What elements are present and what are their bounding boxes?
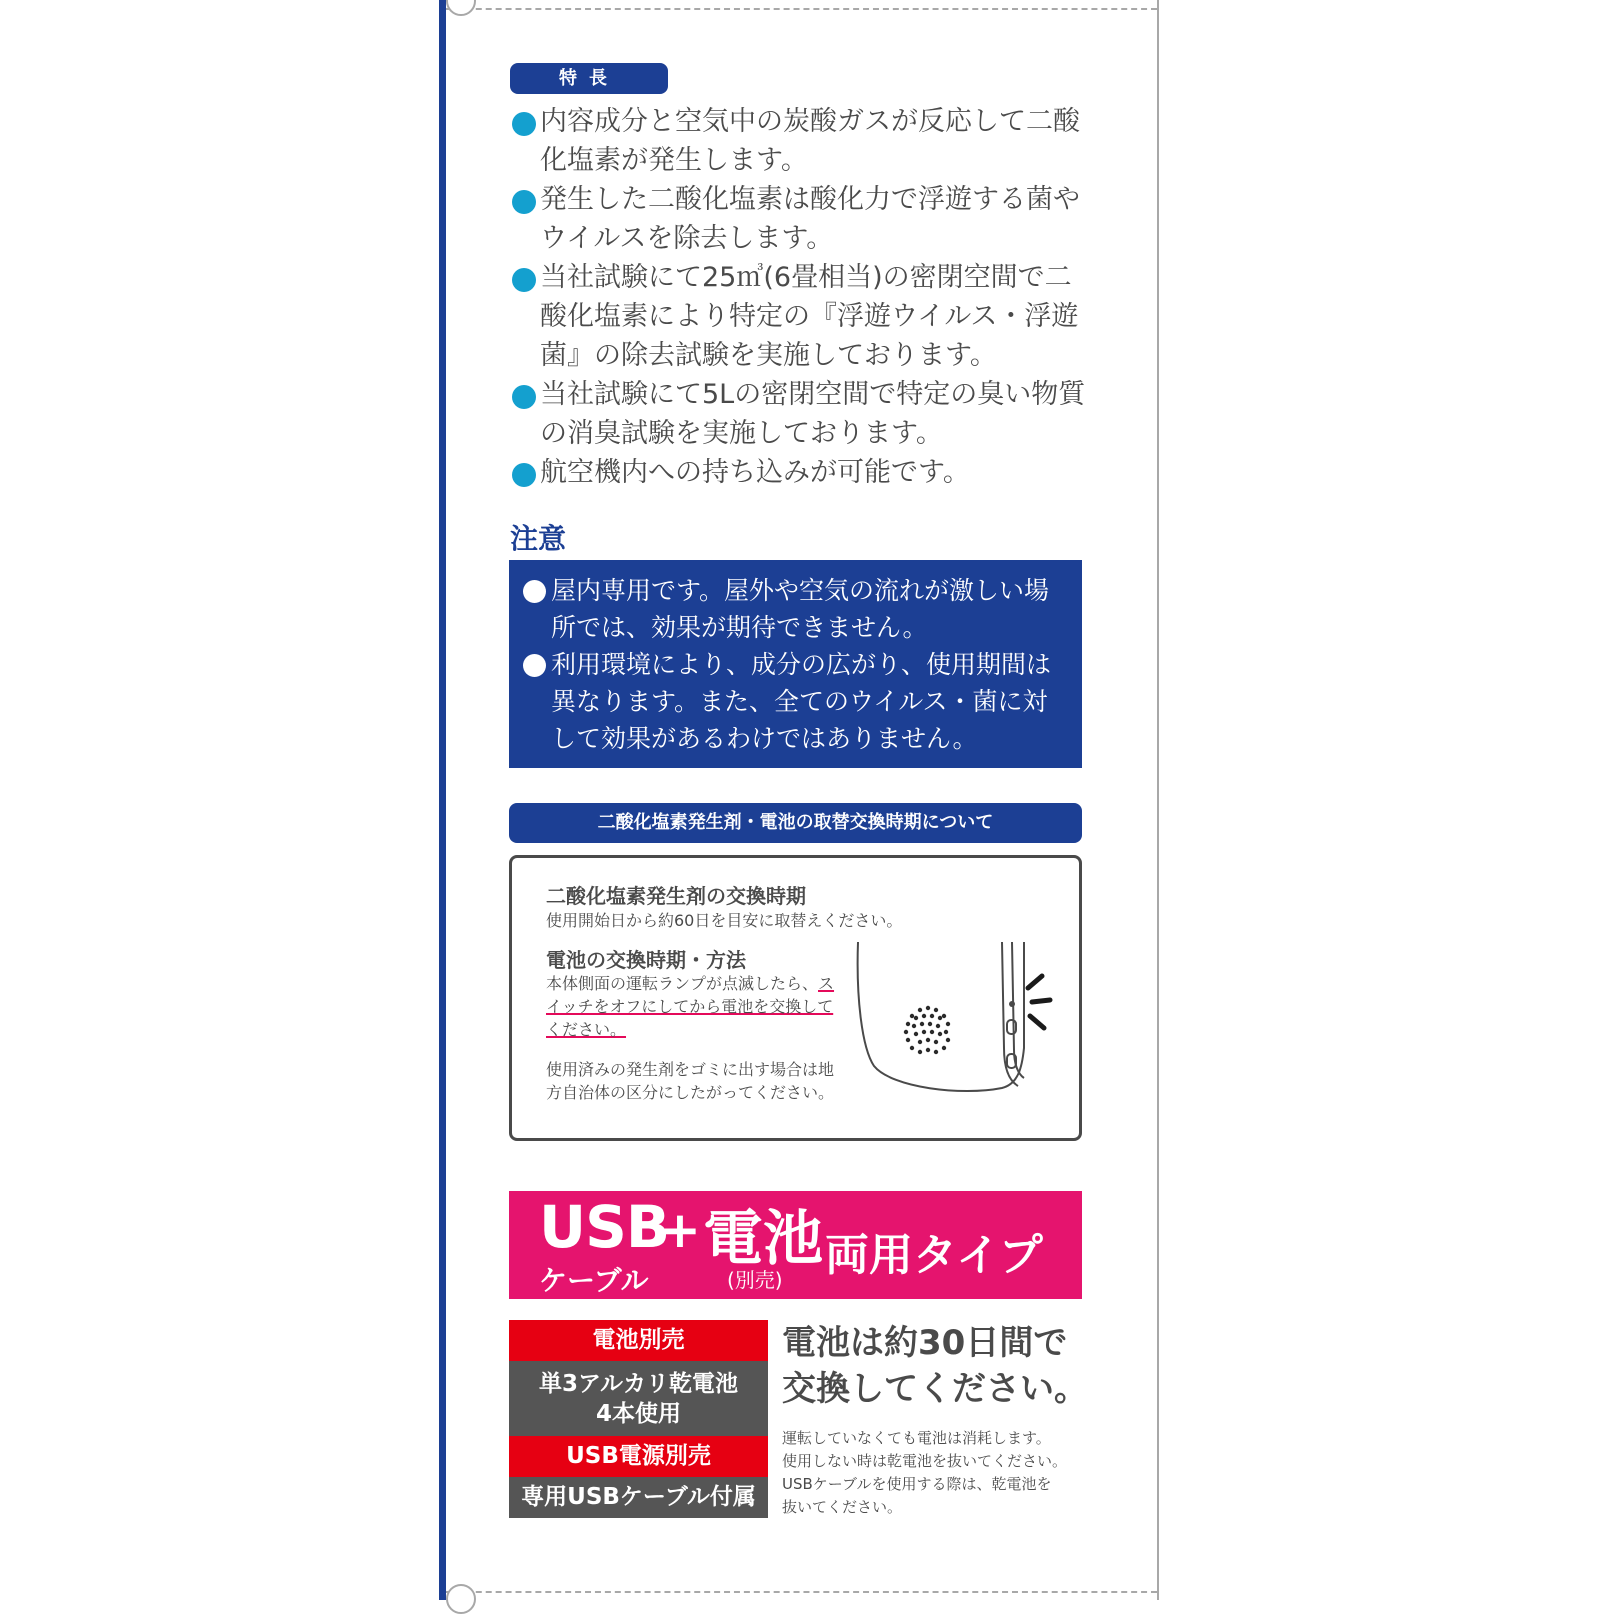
feature-item: 航空機内への持ち込みが可能です。 <box>512 453 1092 492</box>
caution-box <box>509 560 1082 768</box>
blink-lines-icon <box>1028 976 1050 1028</box>
dual-type-label: 両用タイプ <box>825 1230 1043 1281</box>
plus-sign: + <box>659 1201 701 1259</box>
battery-sold-separately-label: 電池別売 <box>509 1320 768 1361</box>
sold-separately-label: (別売) <box>727 1268 783 1292</box>
package-left-edge <box>439 0 446 1600</box>
features-header: 特長 <box>510 63 668 94</box>
disposal-text: 使用済みの発生剤をゴミに出す場合は地方自治体の区分にしたがってください。 <box>546 1060 835 1102</box>
lamp-icon <box>1009 1001 1015 1007</box>
replacement-box <box>509 855 1082 1141</box>
replacement-header: 二酸化塩素発生剤・電池の取替交換時期について <box>509 803 1082 843</box>
battery-usage-notes: 運転していなくても電池は消耗します。 使用しない時は乾電池を抜いてください。 USBケーブルを使用する際は、乾電池を 抜いてください。 <box>782 1429 1068 1516</box>
bullet-dot-icon <box>512 190 536 214</box>
corner-notch-top <box>446 0 476 16</box>
package-right-edge <box>1157 0 1159 1600</box>
speaker-grille-icon <box>904 1006 950 1054</box>
battery-replacement-text: 本体側面の運転ランプが点滅したら、スイッチをオフにしてから電池を交換してください。 <box>546 974 835 1039</box>
bullet-dot-icon <box>512 463 536 487</box>
usb-sold-separately-label: USB電源別売 <box>509 1436 768 1477</box>
agent-replacement-text: 使用開始日から約60日を目安に取替えください。 <box>546 911 903 930</box>
usb-cable-included: 専用USBケーブル付属 <box>509 1477 768 1518</box>
caution-title: 注意 <box>510 522 567 555</box>
usb-battery-banner <box>509 1191 1082 1299</box>
corner-notch-bottom <box>446 1584 476 1614</box>
battery-replace-notice: 電池は約30日間で 交換してください。 <box>782 1323 1088 1409</box>
agent-replacement-title: 二酸化塩素発生剤の交換時期 <box>546 884 806 908</box>
bullet-dot-icon <box>512 112 536 136</box>
bullet-dot-icon <box>512 385 536 409</box>
feature-item: 当社試験にて25㎥(6畳相当)の密閉空間で二酸化塩素により特定の『浮遊ウイルス・浮遊菌』の除去試験を実施しております。 <box>512 258 1092 375</box>
caution-item: 利用環境により、成分の広がり、使用期間は異なります。また、全てのウイルス・菌に対して効果があるわけではありません。 <box>523 646 1072 757</box>
cable-label: ケーブル <box>539 1264 649 1297</box>
feature-item: 発生した二酸化塩素は酸化力で浮遊する菌やウイルスを除去します。 <box>512 180 1092 258</box>
bullet-dot-icon <box>523 654 546 677</box>
bullet-dot-icon <box>523 580 546 603</box>
battery-replacement-title: 電池の交換時期・方法 <box>546 948 746 972</box>
feature-item: 内容成分と空気中の炭酸ガスが反応して二酸化塩素が発生します。 <box>512 102 1092 180</box>
power-info-table <box>509 1320 768 1518</box>
bullet-dot-icon <box>512 268 536 292</box>
battery-spec: 単3アルカリ乾電池 4本使用 <box>509 1361 768 1436</box>
usb-label: USB <box>539 1193 670 1261</box>
device-side-illustration <box>852 938 1072 1128</box>
feature-item: 当社試験にて5Lの密閉空間で特定の臭い物質の消臭試験を実施しております。 <box>512 375 1092 453</box>
fold-line-top <box>446 8 1157 10</box>
battery-label: 電池 <box>703 1204 823 1274</box>
switch-icon <box>1007 1020 1016 1034</box>
caution-item: 屋内専用です。屋外や空気の流れが激しい場所では、効果が期待できません。 <box>523 572 1072 646</box>
fold-line-bottom <box>446 1591 1157 1593</box>
features-list <box>512 102 1092 492</box>
